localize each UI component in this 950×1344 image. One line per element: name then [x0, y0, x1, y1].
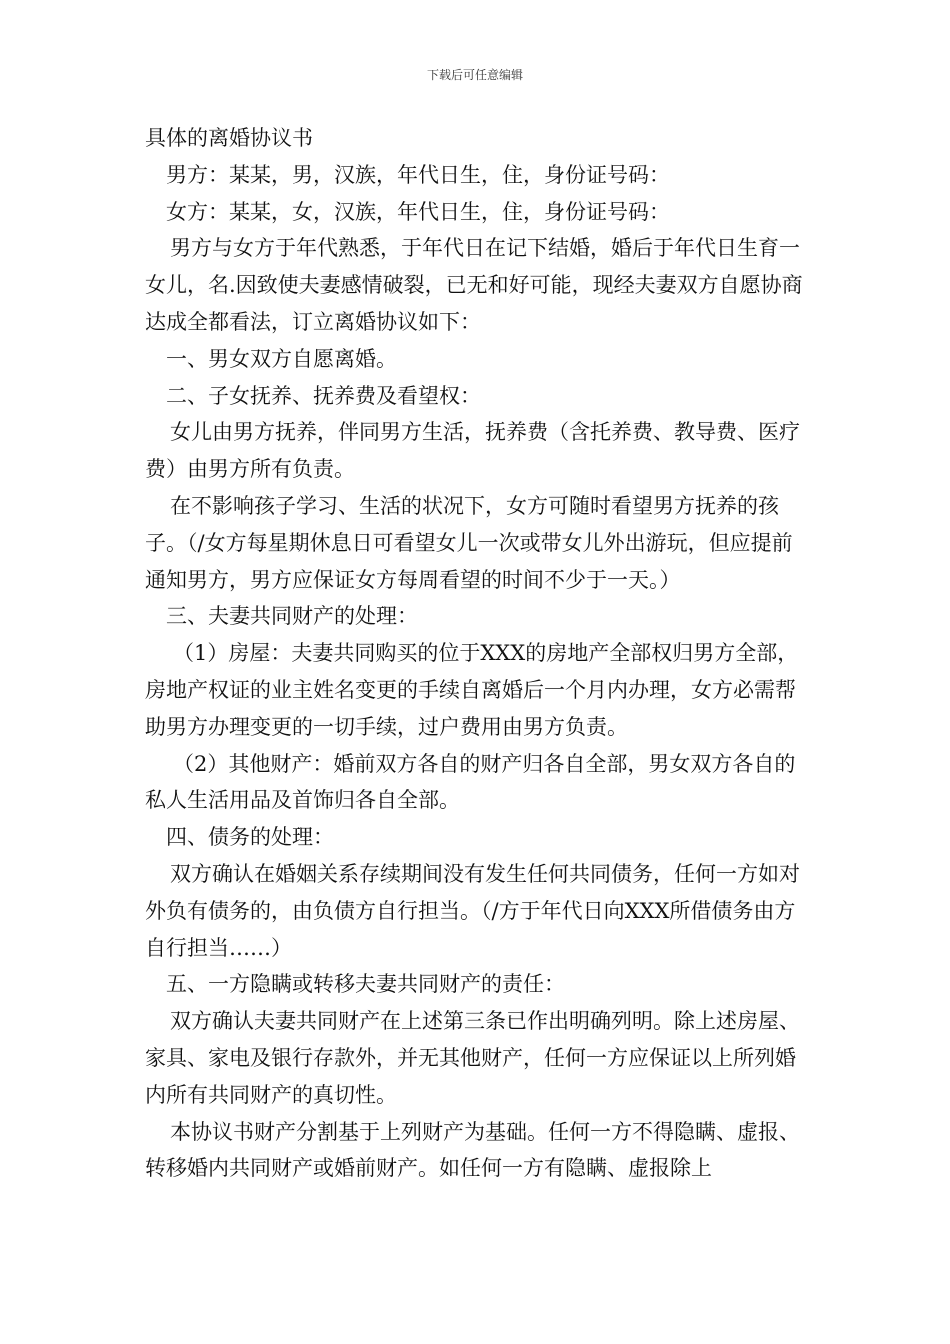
clause-heading-2: 二、子女抚养、抚养费及看望权：: [166, 383, 481, 408]
paragraph-property-basis: 本协议书财产分割基于上列财产为基础。任何一方不得隐瞒、虚报、转移婚内共同财产或婚前财产。如任何一方有隐瞒、虚报除上: [145, 1119, 800, 1181]
paragraph-other-property: （2）其他财产：婚前双方各自的财产归各自全部，男女双方各自的私人生活用品及首饰归各自全部。: [145, 751, 796, 813]
paragraph-property-confirmation: 双方确认夫妻共同财产在上述第三条已作出明确列明。除上述房屋、家具、家电及银行存款外，并无其他财产，任何一方应保证以上所列婚内所有共同财产的真切性。: [145, 1009, 800, 1107]
clause-heading-4: 四、债务的处理：: [166, 825, 334, 850]
clause-heading-3: 三、夫妻共同财产的处理：: [166, 604, 418, 629]
clause-heading-5: 五、一方隐瞒或转移夫妻共同财产的责任：: [166, 972, 565, 997]
paragraph-background: 男方与女方于年代熟悉，于年代日在记下结婚，婚后于年代日生育一女儿，名.因致使夫妻感情破裂，已无和好可能，现经夫妻双方自愿协商达成全都看法，订立离婚协议如下：: [145, 236, 803, 334]
paragraph-visitation: 在不影响孩子学习、生活的状况下，女方可随时看望男方抚养的孩子。（/女方每星期休息日可看望女儿一次或带女儿外出游玩，但应提前通知男方，男方应保证女方每周看望的时间不少于一天。）: [145, 493, 793, 592]
paragraph-husband-info: 男方：某某，男，汉族，年代日生，住，身份证号码：: [166, 162, 670, 187]
paragraph-debts: 双方确认在婚姻关系存续期间没有发生任何共同债务，任何一方如对外负有债务的，由负债方自行担当。（/方于年代日向XXX所借债务由方自行担当……）: [145, 861, 800, 960]
clause-heading-1: 一、男女双方自愿离婚。: [166, 346, 397, 371]
document-title: 具体的离婚协议书: [145, 126, 313, 150]
header-note: 下载后可任意编辑: [426, 68, 523, 82]
paragraph-house: （1）房屋：夫妻共同购买的位于XXX的房地产全部权归男方全部，房地产权证的业主姓名变更的手续自离婚后一个月内办理，女方必需帮助男方办理变更的一切手续，过户费用由男方负责。: [145, 641, 799, 739]
document-body: [145, 120, 813, 1187]
paragraph-custody: 女儿由男方抚养，伴同男方生活，抚养费（含托养费、教导费、医疗费）由男方所有负责。: [145, 420, 800, 482]
paragraph-wife-info: 女方：某某，女，汉族，年代日生，住，身份证号码：: [166, 199, 670, 224]
